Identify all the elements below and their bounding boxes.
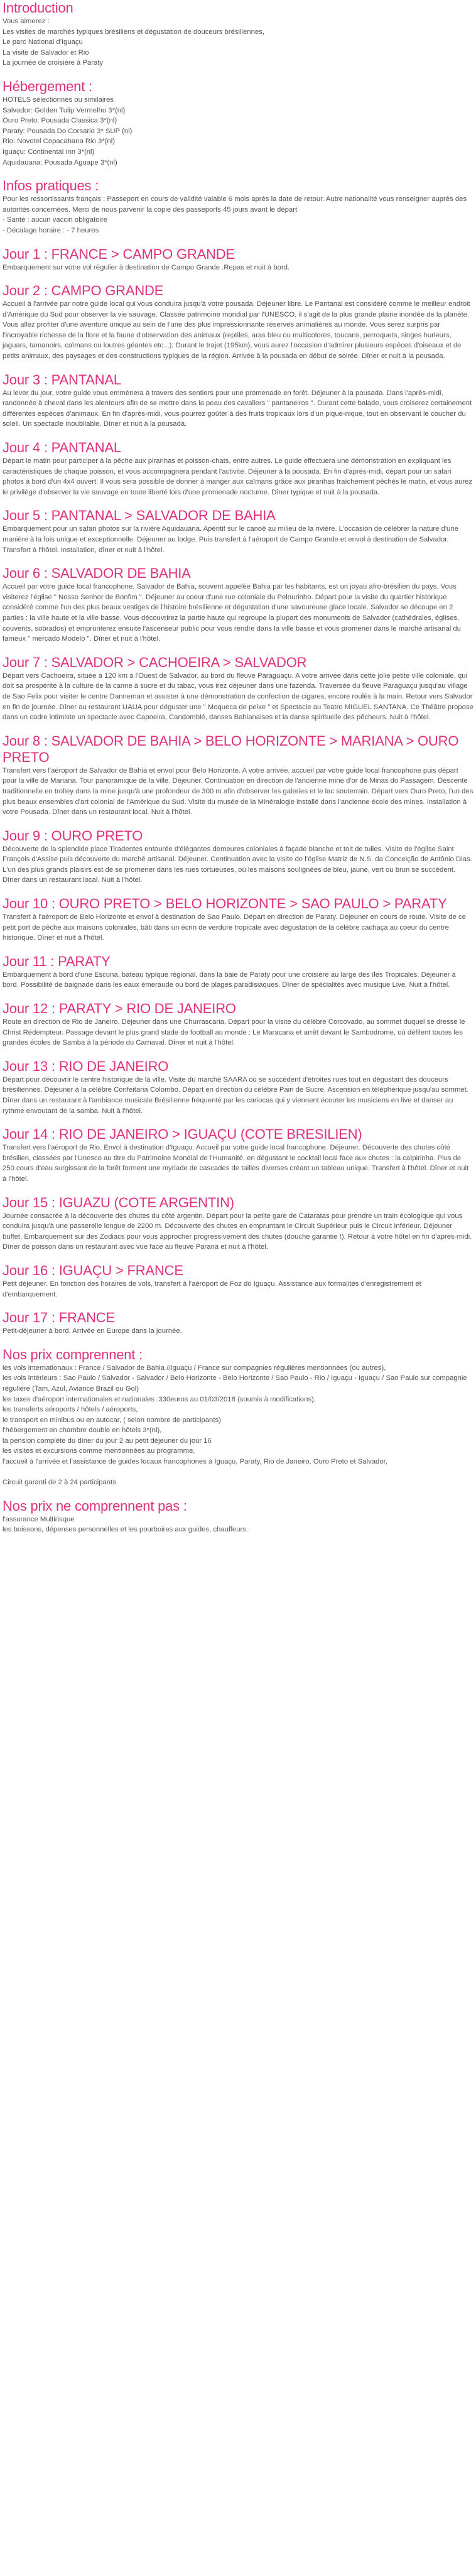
section (3, 508, 473, 565)
section (3, 565, 473, 655)
body-line: Paraty: Pousada Do Corsario 3* SUP (nl) (3, 127, 133, 135)
body-line: les taxes d'aéroport internationales et nationales :330euros au 01/03/2018 (soumis à modifications), (3, 1395, 316, 1403)
body-line: Petit-déjeuner à bord. Arrivée en Europe dans la journée. (3, 1327, 182, 1335)
section-body (3, 671, 473, 723)
body-line: les transferts aéroports / hôtels / aéroports, (3, 1406, 138, 1414)
body-line: Ouro Preto: Pousada Classica 3*(nl) (3, 117, 117, 125)
body-line: les vols intérieurs : Sao Paulo / Salvador - Salvador / Belo Horizonte - Belo Horizonte / Sao Paulo - Rio / Iguaçu - Iguaçu / Sao Paulo sur compagnie régulière (Tam, Azul, Aviance Brazil ou Gol) (3, 1374, 467, 1393)
section-body (3, 1363, 473, 1488)
section (3, 1058, 473, 1126)
body-line: l'hébergement en chambre double en hôtels 3*(nl), (3, 1427, 162, 1435)
section-spacer (3, 168, 473, 178)
section (3, 1001, 473, 1058)
section-spacer (3, 1116, 473, 1126)
section-body (3, 1075, 473, 1116)
section-spacer (3, 236, 473, 246)
section (3, 440, 473, 508)
body-line: Les visites de marchés typiques brésiliens et dégustation de douceurs brésiliennes, (3, 28, 264, 36)
section-spacer (3, 430, 473, 440)
section-body (3, 299, 473, 362)
body-line: Transfert à l'aéroport de Belo Horizonte et envol à destination de Sao Paulo. Départ en direction de Paraty. Déjeuner en cours de route. Visite de ce petit port de pêche aux maisons coloniales, bâti dans un écrin de verdure tropicale avec dégustation de la célèbre cachaça au coeur du centre historique. Dîner et nuit à l'hôtel. (3, 913, 466, 942)
section-body (3, 1279, 473, 1300)
section-spacer (3, 886, 473, 896)
body-line: Départ pour découvrir le centre historique de la ville. Visite du marché SAARA où se succèdent d'étroites rues tout en dégustant des douceurs brésiliennes. Déjeuner à la célèbre Confeitaria Colombo. Départ en direction du célèbre Pain de Sucre. Ascension en téléphérique jusqu'au sommet. Dîner dans un restaurant à l'ambiance musicale Brésilienne fréquenté par les cariocas qui y viennent écouter les musiciens en live et danser au rythme envoutant de la samba. Nuit à l'hôtel. (3, 1075, 468, 1115)
section-heading: Jour 4 : PANTANAL (3, 440, 121, 456)
section-body (3, 912, 473, 943)
section-spacer (3, 991, 473, 1001)
section-spacer (3, 68, 473, 79)
section (3, 655, 473, 733)
body-line: les visites et excursions comme mentionnées au programme, (3, 1447, 195, 1455)
section (3, 283, 473, 372)
body-line: Pour les ressortissants français : Passeport en cours de validité valable 6 mois après la date de retour. Autre nationalité vous renseigner auprès des autorités concernées. Merci de nous parvenir la copie des passeports 45 jours avant le départ (3, 195, 467, 214)
section-body (3, 263, 473, 273)
body-line: l'assurance Multirisque (3, 1515, 75, 1523)
section-spacer (3, 362, 473, 372)
body-line: Au lever du jour, votre guide vous emmènera à travers des sentiers pour une promenade en forêt. Déjeuner à la pousada. Dans l'après-midi, randonnée à cheval dans les alentours afin de se mettre dans la peau des cavaliers " pantaneiros ". Durant cette balade, vous croiserez certainement différentes espèces d'animaux. En fin d'après-midi, vous pourrez goûter à des fruits tropicaux lors d'un pique-nique, tout en observant le coucher du soleil. Un spectacle inoubliable. Dîner et nuit à la pousada. (3, 389, 472, 428)
body-line: Embarquement sur votre vol régulier à destination de Campo Grande .Repas et nuit à bord. (3, 263, 290, 271)
section-spacer (3, 644, 473, 655)
body-line: Aquidauana: Pousada Aguape 3*(nl) (3, 158, 117, 166)
section-body (3, 1143, 473, 1184)
section-heading: Hébergement : (3, 78, 92, 94)
body-line: Accueil par votre guide local francophone. Salvador de Bahia, souvent appelée Bahia par les habitants, est un joyau afro-brésilien du pays. Vous visiterez l'église " Nosso Senhor de Bonfim ". Déjeuner au coeur d'une rue coloniale du Pelourinho. Départ pour la visite du quartier historique considéré comme l'un des plus beaux vestiges de l'histoire brésilienne et dégustation d'une savoureuse glace locale. Salvador se découpe en 2 parties : la ville haute et la ville basse. Vous découvrirez la partie haute qui regroupe la plupart des monuments de Salvador (cathédrales, églises, couvents, sobrados) et emprunterez ensuite l'ascenseur public pour vous rendre dans la ville basse et vous promener dans le marché artisanal du fameux " mercado Modelo ". Dîner et nuit à l'hôtel. (3, 583, 461, 643)
section-heading: Jour 12 : PARATY > RIO DE JANEIRO (3, 1001, 236, 1017)
section-body (3, 970, 473, 991)
section-spacer (3, 273, 473, 283)
body-line: les boissons, dépenses personnelles et les pourboires aux guides, chauffeurs. (3, 1526, 249, 1534)
section-heading: Jour 2 : CAMPO GRANDE (3, 283, 164, 299)
section-spacer (3, 818, 473, 828)
body-line: La visite de Salvador et Rio (3, 48, 89, 57)
section-heading: Jour 17 : FRANCE (3, 1310, 115, 1326)
body-line (3, 1467, 473, 1478)
section-heading: Jour 16 : IGUAÇU > FRANCE (3, 1262, 183, 1278)
body-line: les vols internationaux : France / Salvador de Bahia //Iguaçu / France sur compagnies régulières mentionnées (ou autres), (3, 1364, 386, 1372)
body-line: Départ vers Cachoeira, située à 120 km à l'Ouest de Salvador, au bord du fleuve Paraguaçu. A votre arrivée dans cette jolie petite ville coloniale, qui doit sa prospérité à la culture de la canne à sucre et du tabac, vous irez déjeuner dans une fazenda. Traversée du fleuve Paraguaçu jusqu'au village de Sao Felix pour visiter le centre Danneman et assister à une démonstration de confection de cigares, encore roulés à la main. Retour vers Salvador en fin de journée. Dîner au restaurant UAUA pour déguster une " Moqueca de peixe " et Spectacle au Teatro MIGUEL SANTANA. Ce Théâtre propose dans un cadre intimiste un spectacle avec Capoeira, Candomblé, danses Bahianaises et la danse spirituelle des pêcheurs. Nuit à l'hôtel. (3, 671, 473, 722)
section-body (3, 16, 473, 68)
section (3, 79, 473, 178)
section-spacer (3, 1300, 473, 1310)
section-body (3, 766, 473, 818)
section-heading: Jour 6 : SALVADOR DE BAHIA (3, 565, 191, 582)
section (3, 1310, 473, 1347)
body-line: Vous aimerez : (3, 18, 50, 25)
section-spacer (3, 1337, 473, 1347)
body-line: Route en direction de Rio de Janeiro. Déjeuner dans une Churrascaria. Départ pour la visite du célèbre Corcovado, au sommet duquel se dresse le Christ Rédempteur. Passage devant le plus grand stade de football au monde : Le Maracana et arrêt devant le Sambodrome, où défilent toutes les grandes écoles de Samba à la période du Carnaval. Dîner et nuit à l'hôtel. (3, 1018, 465, 1047)
section-spacer (3, 1185, 473, 1195)
section (3, 372, 473, 440)
body-line: Circuit garanti de 2 à 24 participants (3, 1479, 116, 1487)
section (3, 0, 473, 79)
body-line: - Santé : aucun vaccin obligatoire (3, 216, 108, 224)
section (3, 246, 473, 283)
body-line: Découverte de la splendide place Tiradentes entourée d'élégantes demeures coloniales à façade blanche et toit de tuiles. Visite de l'église Saint François d'Assise puis découverte du marché artisanal. Déjeuner. Continuation avec la visite de l'église Matriz de N.S. da Conceição de Antônio Dias. L'un des plus grands plaisirs est de se promener dans les rues tortueuses, où les maisons soulignées de bleu, jaune, vert ou brun se succèdent. Dîner dans un restaurant local. Nuit à l'hôtel. (3, 845, 472, 884)
section (3, 954, 473, 1001)
body-line: Salvador: Golden Tulip Vermelho 3*(nl) (3, 106, 126, 114)
section-spacer (3, 943, 473, 954)
section-body (3, 388, 473, 430)
body-line: Journée consacrée à la découverte des chutes du côté argentin. Départ pour la petite gare de Cataratas pour prendre un train écologique qui vous conduira jusqu'à une passerelle longue de 2200 m. Découverte des chutes en empruntant le Circuit Supérieur puis le Circuit Inférieur. Déjeuner buffet. Embarquement sur des Zodiacs pour vous approcher progressivement des chutes (douche garantie !). Retour à votre hôtel en fin d'après-midi. Dîner de poisson dans un restaurant avec vue face au fleuve Parana et nuit à l'hôtel. (3, 1212, 472, 1251)
section-body (3, 1017, 473, 1048)
section-spacer (3, 497, 473, 508)
section-heading: Jour 1 : FRANCE > CAMPO GRANDE (3, 246, 235, 262)
section (3, 1347, 473, 1498)
section-heading: Jour 3 : PANTANAL (3, 371, 121, 388)
section (3, 828, 473, 896)
section-body (3, 524, 473, 555)
body-line: le transport en minibus ou en autocar, ( selon nombre de participants) (3, 1416, 221, 1424)
section (3, 1498, 473, 1545)
body-line: Le parc National d'Iguaçu (3, 38, 83, 46)
body-line: HOTELS sélectionnés ou similaires (3, 95, 114, 104)
section (3, 1126, 473, 1194)
section-spacer (3, 723, 473, 733)
section-body (3, 456, 473, 497)
body-line: Départ le matin pour participer à la pêche aux piranhas et poisson-chats, entre autres. Le guide effectuera une démonstration en expliquant les caractéristiques de chaque poisson, et vous accompagnera pendant l'activité. Déjeuner à la pousada. En fin d'après-midi, départ pour un safari photos à bord d'un 4x4 ouvert. Il vous sera possible de donner à manger aux caïmans grâce aux piranhas fraîchement pêchés le matin, et vous aurez le privilège d'observer la vie sauvage en toute liberté lors d'une promenade nocturne. Dîner typique et nuit à la pousada. (3, 457, 473, 496)
section-spacer (3, 1253, 473, 1263)
body-line: Transfert vers l'aéroport de Rio. Envol à destination d'Iguaçu. Accueil par votre guide local francophone. Déjeuner. Découverte des chutes côté brésilien, classées par l'Unesco au titre du Patrimoine Mondial de l'Humanité, en dégustant le cocktail local face aux chutes : la caïpirinha. Plus de 250 cours d'eau surgissant de la forêt forment une myriade de cascades de tailles diverses créant un tableau unique. Transfert à l'hôtel. Dîner et nuit à l'hôtel. (3, 1144, 469, 1183)
section (3, 896, 473, 954)
section-heading: Jour 7 : SALVADOR > CACHOEIRA > SALVADOR (3, 654, 307, 670)
body-line: La journée de croisière à Paraty (3, 59, 104, 67)
section (3, 178, 473, 246)
section-spacer (3, 1048, 473, 1058)
body-line: Accueil à l'arrivée par notre guide local qui vous conduira jusqu'à votre pousada. Déjeuner libre. Le Pantanal est considéré comme le meilleur endroit d'Amérique du Sud pour observer la vie sauvage. Classée patrimoine mondial par l'UNESCO, il s'agit de la plus grande plaine inondée de la planète. Vous allez profiter d'une aventure unique au sein de l'une des plus impressionnante réserves animalières au monde. Vous serez surpris par l'incroyable richesse de la flore et la faune d'observation des animaux (reptiles, aras bleu ou multicolores, toucans, perroquets, singes hurleurs, jaguars, tamanoirs, caïmans ou loutres géantes etc...). Durant le trajet (195km), vous aurez l'occasion d'admirer plusieurs espèces d'oiseaux et de petits animaux, des paysages et des constructions typiques de la région. Arrivée à la pousada en début de soirée. Dîner et nuit à la pousada. (3, 300, 470, 361)
section (3, 1263, 473, 1310)
section-heading: Nos prix ne comprennent pas : (3, 1497, 187, 1514)
section-body (3, 1514, 473, 1535)
section-heading: Jour 10 : OURO PRETO > BELO HORIZONTE > SAO PAULO > PARATY (3, 896, 447, 912)
section-body (3, 95, 473, 168)
section-heading: Jour 14 : RIO DE JANEIRO > IGUAÇU (COTE BRESILIEN) (3, 1126, 362, 1143)
section-heading: Jour 5 : PANTANAL > SALVADOR DE BAHIA (3, 508, 276, 524)
body-line: - Décalage horaire : - 7 heures (3, 226, 99, 234)
section-spacer (3, 1535, 473, 1545)
body-line: Petit déjeuner. En fonction des horaires de vols, transfert à l'aéroport de Foz do Iguaçu. Assistance aux formalités d'enregistrement et d'embarquement. (3, 1280, 421, 1298)
body-line: la pension complète du dîner du jour 2 au petit déjeuner du jour 16 (3, 1437, 212, 1445)
section-heading: Jour 13 : RIO DE JANEIRO (3, 1058, 169, 1074)
section-spacer (3, 1488, 473, 1498)
section-heading: Jour 9 : OURO PRETO (3, 827, 143, 844)
body-line: Rio: Novotel Copacabana Rio 3*(nl) (3, 138, 115, 146)
section (3, 733, 473, 828)
section-heading: Jour 8 : SALVADOR DE BAHIA > BELO HORIZONTE > MARIANA > OURO PRETO (3, 732, 459, 765)
section-body (3, 1211, 473, 1253)
body-line: Iguaçu: Continental Inn 3*(nl) (3, 148, 95, 156)
section-body (3, 844, 473, 886)
section-heading: Infos pratiques : (3, 178, 99, 194)
section-heading: Jour 11 : PARATY (3, 953, 111, 969)
body-line: Embarquement à bord d'une Escuna, bateau typique régional, dans la baie de Paraty pour une croisière au large des îles Tropicales. Déjeuner à bord. Possibilité de baignade dans les eaux émeraude ou bord de plages paradisiaques. Dîner de spécialités avec musique Live. Nuit à l'hôtel. (3, 970, 456, 989)
section-heading: Nos prix comprennent : (3, 1346, 143, 1362)
section (3, 1195, 473, 1263)
section-spacer (3, 555, 473, 565)
section-body (3, 1326, 473, 1337)
section-body (3, 582, 473, 644)
section-body (3, 194, 473, 236)
body-line: Embarquement pour un safari photos sur la rivière Aquidauana. Apéritif sur le canoë au milieu de la rivière. L'occasion de célébrer la nature d'une manière à la fois unique et exceptionnelle. Déjeuner au lodge. Puis transfert à l'aéroport de Campo Grande et envol à destination de Salvador. Transfert à l'hôtel. Installation, dîner et nuit à l'hôtel. (3, 525, 458, 554)
section-heading: Jour 15 : IGUAZU (COTE ARGENTIN) (3, 1194, 234, 1210)
body-line: l'accueil à l'arrivée et l'assistance de guides locaux francophones à Iguaçu, Paraty, Rio de Janeiro, Ouro Preto et Salvador, (3, 1458, 387, 1466)
section-heading: Introduction (3, 0, 73, 16)
body-line: Transfert vers l'aéroport de Salvador de Bahia et envol pour Belo Horizonte. A votre arrivée, accueil par votre guide local francophone puis départ pour la ville de Mariana. Tour panoramique de la ville. Déjeuner. Continuation en direction de l'ancienne mine d'or de Minas do Passagem. Descente traditionnelle en trolley dans la mine jusqu'à une profondeur de 300 m afin d'observer les galeries et le lac souterrain. Départ vers Ouro Preto, l'un des plus beaux ensembles d'art colonial de l'Amérique du Sud. Visite du musée de la Minéralogie installé dans l'ancienne école des mines. Installation à votre Pousada. Dîner dans un restaurant local. Nuit à l'hôtel. (3, 766, 473, 817)
